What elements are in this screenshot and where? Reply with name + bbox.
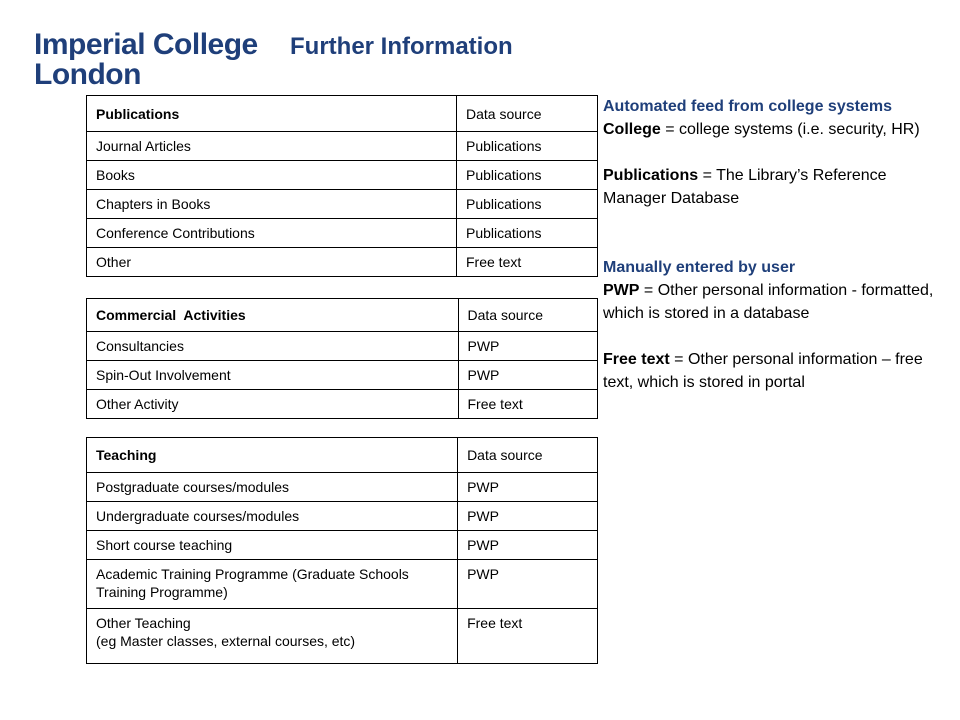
- college-term: College: [603, 121, 661, 138]
- item-line-2: (eg Master classes, external courses, etc): [96, 633, 356, 649]
- table-cell-source: Publications: [457, 219, 598, 248]
- table-cell-item: Chapters in Books: [87, 190, 457, 219]
- table-cell-item: Consultancies: [87, 332, 459, 361]
- table-header-item: Teaching: [87, 438, 458, 473]
- table-header-source: Data source: [458, 438, 598, 473]
- table-cell-source: Publications: [457, 161, 598, 190]
- imperial-college-logo: [34, 30, 258, 90]
- table-row: [87, 473, 598, 502]
- teaching-table: [86, 437, 598, 664]
- table-cell-source: Free text: [458, 609, 598, 664]
- table-cell-item: Books: [87, 161, 457, 190]
- table-header-row: [87, 438, 598, 473]
- table-row: [87, 190, 598, 219]
- publications-definition: [603, 164, 953, 210]
- table-row: [87, 248, 598, 277]
- freetext-def: = Other personal information – free text, which is stored in portal: [603, 351, 923, 391]
- table-cell-source: Publications: [457, 132, 598, 161]
- table-cell-item: Other: [87, 248, 457, 277]
- pwp-definition: [603, 279, 953, 325]
- table-cell-item: [87, 609, 458, 664]
- page-title: Further Information: [290, 33, 513, 60]
- table-cell-item: Other Activity: [87, 390, 459, 419]
- table-row: [87, 161, 598, 190]
- freetext-definition: [603, 348, 953, 394]
- automated-heading: Automated feed from college systems: [603, 98, 892, 115]
- table-cell-source: PWP: [458, 531, 598, 560]
- freetext-term: Free text: [603, 351, 670, 368]
- table-row: [87, 219, 598, 248]
- table-row: [87, 390, 598, 419]
- table-cell-item: Postgraduate courses/modules: [87, 473, 458, 502]
- logo-line-1: Imperial College: [34, 28, 258, 61]
- table-cell-source: PWP: [458, 560, 598, 609]
- table-row: [87, 609, 598, 664]
- table-header-source: Data source: [458, 299, 598, 332]
- table-cell-item: Short course teaching: [87, 531, 458, 560]
- data-source-legend: [603, 95, 953, 394]
- table-row: [87, 332, 598, 361]
- table-cell-source: PWP: [458, 332, 598, 361]
- college-definition: [603, 118, 953, 141]
- table-row: [87, 132, 598, 161]
- table-header-source: Data source: [457, 96, 598, 132]
- table-cell-source: PWP: [458, 502, 598, 531]
- table-cell-item: Academic Training Programme (Graduate Schools Training Programme): [87, 560, 458, 609]
- table-cell-item: Journal Articles: [87, 132, 457, 161]
- table-row: [87, 502, 598, 531]
- table-header-row: [87, 96, 598, 132]
- table-header-item: Commercial Activities: [87, 299, 459, 332]
- pwp-def: = Other personal information - formatted, which is stored in a database: [603, 282, 934, 322]
- manual-heading: Manually entered by user: [603, 259, 796, 276]
- table-row: [87, 531, 598, 560]
- publications-term: Publications: [603, 167, 699, 184]
- college-def: = college systems (i.e. security, HR): [660, 121, 920, 138]
- table-cell-item: Conference Contributions: [87, 219, 457, 248]
- table-cell-source: Free text: [457, 248, 598, 277]
- item-line-1: Other Teaching: [96, 615, 191, 631]
- publications-def: = The Library’s Reference Manager Database: [603, 167, 887, 207]
- table-cell-source: PWP: [458, 361, 598, 390]
- commercial-activities-table: [86, 298, 598, 419]
- table-row: [87, 361, 598, 390]
- table-cell-source: PWP: [458, 473, 598, 502]
- publications-table: [86, 95, 598, 277]
- table-cell-source: Free text: [458, 390, 598, 419]
- table-header-item: Publications: [87, 96, 457, 132]
- pwp-term: PWP: [603, 282, 640, 299]
- table-cell-source: Publications: [457, 190, 598, 219]
- table-header-row: [87, 299, 598, 332]
- table-row: [87, 560, 598, 609]
- logo-line-2: London: [34, 58, 141, 91]
- table-cell-item: Undergraduate courses/modules: [87, 502, 458, 531]
- table-cell-item: Spin-Out Involvement: [87, 361, 459, 390]
